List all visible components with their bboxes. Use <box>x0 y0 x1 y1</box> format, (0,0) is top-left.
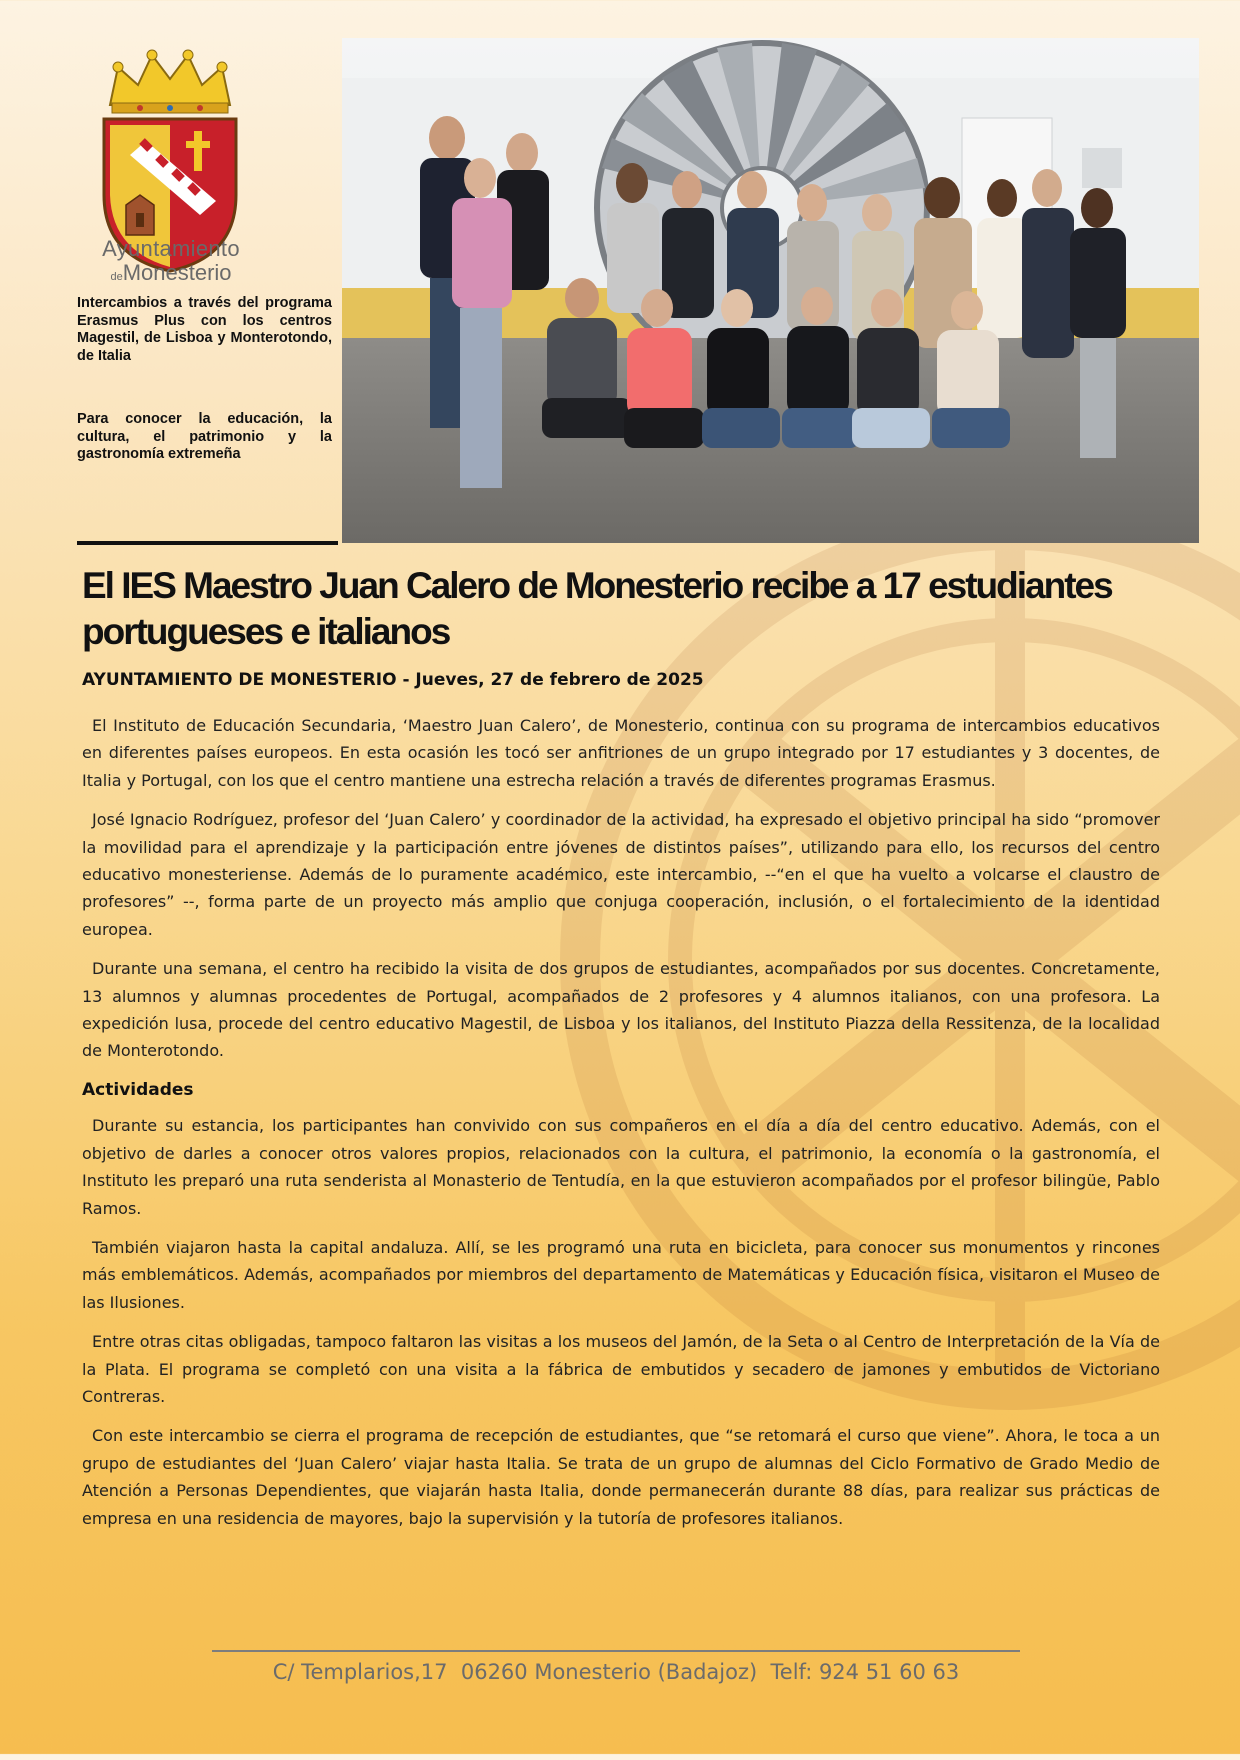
article-paragraph: José Ignacio Rodríguez, profesor del ‘Juan Calero’ y coordinador de la actividad, ha expresado el objetivo principal ha sido “promover la movilidad para el aprendizaje y la participación entre jóvenes de distintos países”, utilizando para ello, los recursos del centro educativo monesteriense. Además de lo puramente académico, este intercambio, --“en el que ha vuelto a volcarse el claustro de profesores” --, forma parte de un proyecto más amplio que conjuga cooperación, inclusión, o el fortalecimiento de la identidad europea. <box>82 810 1160 939</box>
footer-address: C/ Templarios,17 06260 Monesterio (Badajoz) Telf: 924 51 60 63 <box>272 1660 960 1684</box>
footer-divider <box>212 1650 1020 1652</box>
logo-line-2 <box>76 262 266 284</box>
section-heading: Actividades <box>82 1079 194 1100</box>
article-paragraph: También viajaron hasta la capital andaluza. Allí, se les programó una ruta en bicicleta, para conocer sus monumentos y rincones más emblemáticos. Además, acompañados por miembros del departamento de Matemáticas y Educación física, visitaron el Museo de las Ilusiones. <box>82 1237 1160 1312</box>
sidebar-note-exchange: Intercambios a través del programa Erasmus Plus con los centros Magestil, de Lisboa y Monterotondo, de Italia <box>77 295 332 364</box>
logo-line-1: Ayuntamiento <box>102 236 240 261</box>
article-paragraph: Entre otras citas obligadas, tampoco faltaron las visitas a los museos del Jamón, de la Seta o al Centro de Interpretación de la Vía de la Plata. El programa se completó con una visita a la fábrica de embutidos y secadero de jamones y embutidos de Victoriano Contreras. <box>82 1332 1160 1406</box>
sidebar-note-culture: Para conocer la educación, la cultura, el patrimonio y la gastronomía extremeña <box>77 411 332 462</box>
sidebar-divider <box>77 541 338 545</box>
article-paragraph: El Instituto de Educación Secundaria, ‘Maestro Juan Calero’, de Monesterio, continua con su programa de intercambios educativos en diferentes países europeos. En esta ocasión les tocó ser anfitriones de un grupo integrado por 17 estudiantes y 3 docentes, de Italia y Portugal, con los que el centro mantiene una estrecha relación a través de diferentes programas Erasmus. <box>82 716 1160 790</box>
article-paragraph: Durante una semana, el centro ha recibido la visita de dos grupos de estudiantes, acompañados por sus docentes. Concretamente, 13 alumnos y alumnas procedentes de Portugal, acompañados de 2 profesores y 4 alumnos italianos, con una profesora. La expedición lusa, procede del centro educativo Magestil, de Lisboa y los italianos, del Instituto Piazza della Ressitenza, de la localidad de Monterotondo. <box>82 959 1160 1061</box>
logo-wordmark <box>76 238 266 284</box>
logo-line-2-main: Monesterio <box>122 260 232 285</box>
article-headline: El IES Maestro Juan Calero de Monesterio recibe a 17 estudiantes portugueses e italianos <box>82 565 1112 652</box>
logo-line-2-prefix: de <box>110 271 123 283</box>
article-byline: AYUNTAMIENTO DE MONESTERIO - Jueves, 27 de febrero de 2025 <box>82 670 704 690</box>
article-paragraph: Con este intercambio se cierra el programa de recepción de estudiantes, que “se retomará el curso que viene”. Ahora, le toca a un grupo de estudiantes del ‘Juan Calero’ viajar hasta Italia. Se trata de un grupo de alumnas del Ciclo Formativo de Grado Medio de Atención a Personas Dependientes, que viajarán hasta Italia, donde permanecerán durante 88 días, para realizar sus prácticas de empresa en una residencia de mayores, bajo la supervisión y la tutoría de profesores italianos. <box>82 1426 1160 1528</box>
article-body <box>82 712 1160 1544</box>
article-paragraph: Durante su estancia, los participantes han convivido con sus compañeros en el día a día del centro educativo. Además, con el objetivo de darles a conocer otros valores propios, relacionados con la cultura, el patrimonio, la economía o la gastronomía, el Instituto les preparó una ruta senderista al Monasterio de Tentudía, en la que estuvieron acompañados por el profesor bilingüe, Pablo Ramos. <box>82 1116 1160 1218</box>
group-photo-icon <box>342 38 1199 543</box>
group-photo <box>342 38 1199 543</box>
